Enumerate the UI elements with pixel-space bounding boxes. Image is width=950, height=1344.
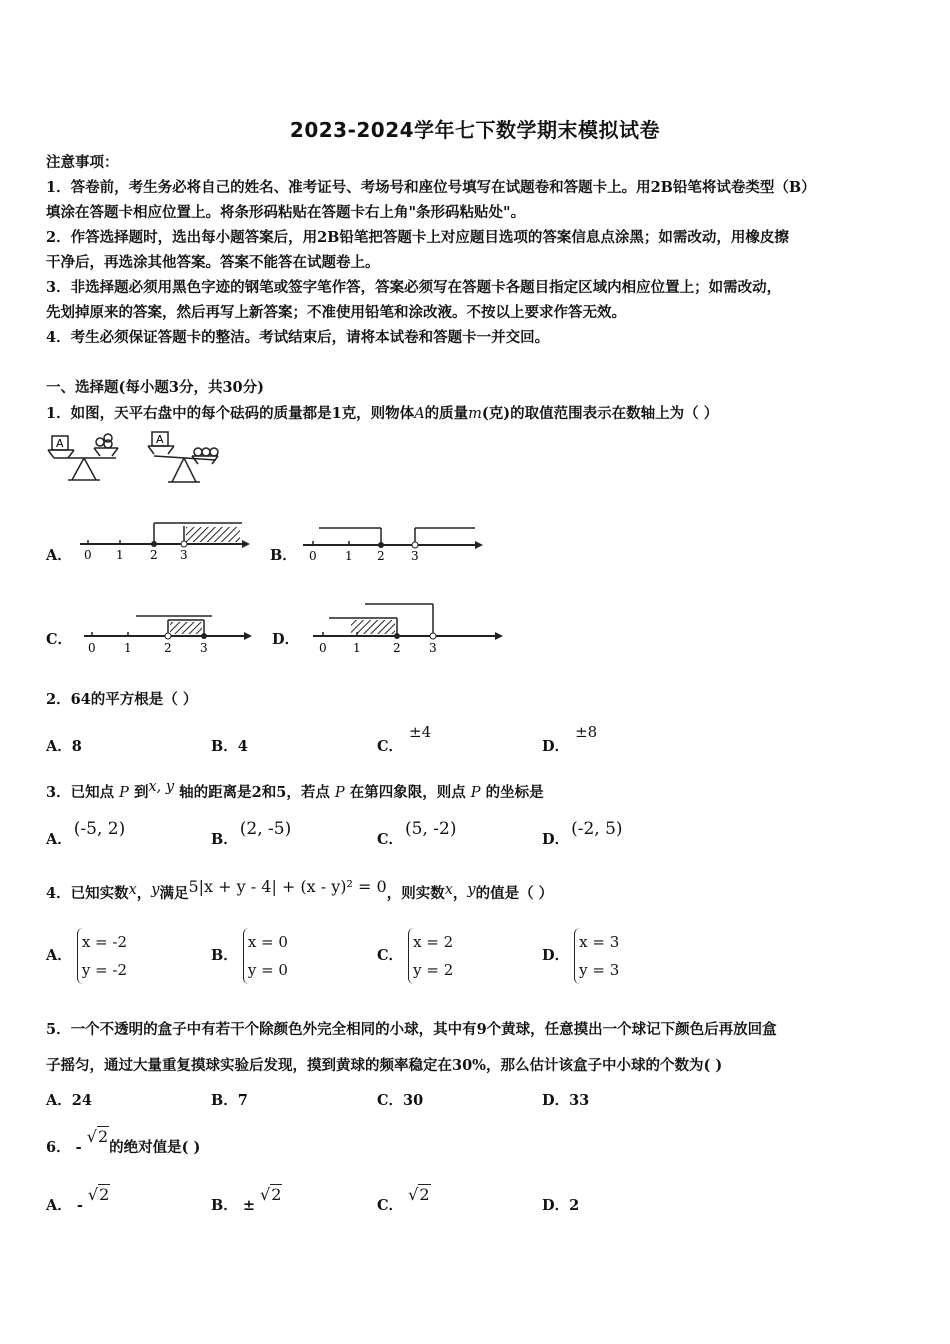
q1-option-d[interactable]: D． [272,631,300,648]
q3-option-c[interactable]: C．(5, -2) [377,819,457,848]
q2-option-c[interactable]: C．±4 [377,723,432,755]
number-line-a [70,516,260,561]
tick-label: 1 [345,549,353,563]
notice-heading: 注意事项： [46,154,119,171]
number-line-b [295,516,495,561]
q5-option-d[interactable]: D．33 [542,1092,590,1109]
q5-option-a[interactable]: A．24 [46,1092,92,1109]
question-6: 6． - √2的绝对值是( ) [46,1127,201,1156]
tick-label: 0 [84,548,92,562]
tick-label: 2 [150,548,158,562]
notice-line: 先划掉原来的答案，然后再写上新答案；不准使用铅笔和涂改液。不按以上要求作答无效。 [46,304,626,321]
section-heading: 一、选择题(每小题3分，共30分) [46,379,264,396]
weight-label: A [156,433,164,446]
notice-line: 2．作答选择题时，选出每小题答案后，用2B铅笔把答题卡上对应题目选项的答案信息点涂黑；如需改动，用橡皮擦 [46,229,789,246]
number-line-d [305,600,515,655]
number-line-c [78,610,268,655]
tick-label: 1 [124,641,132,655]
tick-label: 1 [116,548,124,562]
notice-line: 填涂在答题卡相应位置上。将条形码粘贴在答题卡右上角"条形码粘贴处"。 [46,204,526,221]
weight-label: A [56,437,64,450]
tick-label: 3 [429,641,437,655]
notice-line: 4．考生必须保证答题卡的整洁。考试结束后，请将本试卷和答题卡一并交回。 [46,329,550,346]
tick-label: 0 [319,641,327,655]
q6-option-c[interactable]: C． √2 [377,1185,430,1214]
q3-option-b[interactable]: B．(2, -5) [211,819,292,848]
q4-option-d[interactable]: D． x = 3 y = 3 [542,928,619,984]
q5-option-c[interactable]: C．30 [377,1092,424,1109]
q2-option-d[interactable]: D．±8 [542,723,598,755]
balance-scales-figure [44,430,224,490]
question-5-line1: 5．一个不透明的盒子中有若干个除颜色外完全相同的小球，其中有9个黄球，任意摸出一个球记下颜色后再放回盒 [46,1021,777,1038]
q4-option-c[interactable]: C． x = 2 y = 2 [377,928,453,984]
q3-option-d[interactable]: D．(-2, 5) [542,819,623,848]
tick-label: 0 [309,549,317,563]
q4-option-a[interactable]: A． x = -2 y = -2 [46,928,127,984]
question-3: 3．已知点 P 到x, y 轴的距离是2和5，若点 P 在第四象限，则点 P 的坐标是 [46,779,544,801]
q2-option-a[interactable]: A．8 [46,738,82,755]
tick-label: 1 [353,641,361,655]
q4-equation: 5|x + y - 4| + (x - y)² = 0 [188,877,387,896]
question-5-line2: 子摇匀，通过大量重复摸球实验后发现，摸到黄球的频率稳定在30%，那么估计该盒子中小球的个数为( ) [46,1057,723,1074]
tick-label: 2 [393,641,401,655]
q6-option-d[interactable]: D．2 [542,1197,580,1214]
q2-option-b[interactable]: B．4 [211,738,248,755]
tick-label: 2 [164,641,172,655]
tick-label: 3 [200,641,208,655]
q5-option-b[interactable]: B．7 [211,1092,248,1109]
q1-option-c[interactable]: C． [46,631,73,648]
question-1: 1．如图，天平右盘中的每个砝码的质量都是1克，则物体A的质量m(克)的取值范围表示在数轴上为（ ） [46,405,719,422]
notice-line: 3．非选择题必须用黑色字迹的钢笔或签字笔作答，答案必须写在答题卡各题目指定区域内相应位置上；如需改动， [46,279,782,296]
tick-label: 3 [411,549,419,563]
q1-option-a[interactable]: A． [46,547,72,564]
q6-option-a[interactable]: A． - √2 [46,1185,110,1214]
q1-option-b[interactable]: B． [270,547,297,564]
question-4: 4．已知实数x，y满足5|x + y - 4| + (x - y)² = 0，则实数x，y的值是（ ） [46,877,554,902]
q6-option-b[interactable]: B． ± √2 [211,1185,282,1214]
question-2: 2．64的平方根是（ ） [46,691,198,708]
q4-option-b[interactable]: B． x = 0 y = 0 [211,928,288,984]
notice-line: 1．答卷前，考生务必将自己的姓名、准考证号、考场号和座位号填写在试题卷和答题卡上。用2B铅笔将试卷类型（B） [46,179,816,196]
tick-label: 3 [180,548,188,562]
q3-option-a[interactable]: A．(-5, 2) [46,819,126,848]
page-title: 2023-2024学年七下数学期末模拟试卷 [289,118,661,142]
tick-label: 0 [88,641,96,655]
notice-line: 干净后，再选涂其他答案。答案不能答在试题卷上。 [46,254,380,271]
tick-label: 2 [377,549,385,563]
